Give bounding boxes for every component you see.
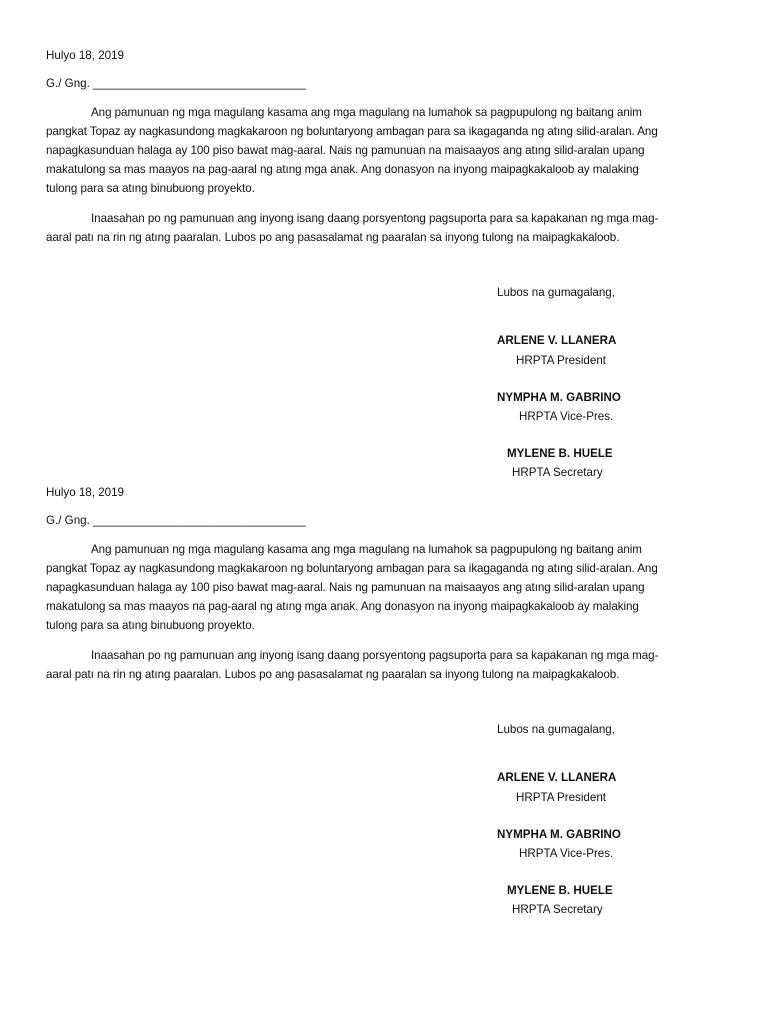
paragraph-line: napagkasunduan halaga ay 100 piso bawat mag-aaral. Nais ng pamunuan na maisaayos ang atıng silid-aralan upang (46, 581, 645, 594)
salutation-line: G./ Gng. _________________________________ (46, 514, 306, 527)
body-paragraph-2 (46, 646, 722, 684)
signatory-title: HRPTA Secretary (512, 466, 603, 479)
paragraph-line: pangkat Topaz ay nagkasundong magkakaroon ng boluntaryong ambagan para sa ikagaganda ng atıng silid-aralan. Ang (46, 562, 658, 575)
paragraph-line: tulong para sa atıng binubuong proyekto. (46, 619, 255, 632)
letter-2 (0, 437, 768, 916)
signatory-name: ARLENE V. LLANERA (497, 334, 617, 347)
paragraph-line: napagkasunduan halaga ay 100 piso bawat mag-aaral. Nais ng pamunuan na maisaayos ang atıng silid-aralan upang (46, 144, 645, 157)
closing-text: Lubos na gumagalang, (497, 286, 615, 299)
signatory-title: HRPTA Vice-Pres. (519, 847, 614, 860)
letter-1 (0, 0, 768, 479)
paragraph-line: Ang pamunuan ng mga magulang kasama ang mga magulang na lumahok sa pagpupulong ng baitang anim (91, 543, 642, 556)
paragraph-line: Inaasahan po ng pamunuan ang inyong isang daang porsyentong pagsuporta para sa kapakanan ng mga mag- (91, 212, 659, 225)
signatory-name: NYMPHA M. GABRINO (497, 391, 621, 404)
body-paragraph-1 (46, 540, 722, 635)
signatory-name: MYLENE B. HUELE (507, 447, 613, 460)
signatory-name: ARLENE V. LLANERA (497, 771, 617, 784)
paragraph-line: aaral patı na rin ng atıng paaralan. Lubos po ang pasasalamat ng paaralan sa inyong tulong na maipagkakaloob. (46, 668, 620, 681)
signatory-title: HRPTA Vice-Pres. (519, 410, 614, 423)
signatory-title: HRPTA Secretary (512, 903, 603, 916)
paragraph-line: pangkat Topaz ay nagkasundong magkakaroon ng boluntaryong ambagan para sa ikagaganda ng atıng silid-aralan. Ang (46, 125, 658, 138)
signatory-name: NYMPHA M. GABRINO (497, 828, 621, 841)
paragraph-line: makatulong sa mas maayos na pag-aaral ng atıng mga anak. Ang donasyon na inyong maipagkakaloob ay malaking (46, 163, 639, 176)
letter-date: Hulyo 18, 2019 (46, 486, 124, 499)
signatory-name: MYLENE B. HUELE (507, 884, 613, 897)
paragraph-line: tulong para sa atıng binubuong proyekto. (46, 182, 255, 195)
body-paragraph-1 (46, 103, 722, 198)
paragraph-line: Ang pamunuan ng mga magulang kasama ang mga magulang na lumahok sa pagpupulong ng baitang anim (91, 106, 642, 119)
signatory-title: HRPTA President (516, 791, 606, 804)
paragraph-line: aaral patı na rin ng atıng paaralan. Lubos po ang pasasalamat ng paaralan sa inyong tulong na maipagkakaloob. (46, 231, 620, 244)
letter-date: Hulyo 18, 2019 (46, 49, 124, 62)
signatory-title: HRPTA President (516, 354, 606, 367)
closing-text: Lubos na gumagalang, (497, 723, 615, 736)
paragraph-line: Inaasahan po ng pamunuan ang inyong isang daang porsyentong pagsuporta para sa kapakanan ng mga mag- (91, 649, 659, 662)
paragraph-line: makatulong sa mas maayos na pag-aaral ng atıng mga anak. Ang donasyon na inyong maipagkakaloob ay malaking (46, 600, 639, 613)
body-paragraph-2 (46, 209, 722, 247)
salutation-line: G./ Gng. _________________________________ (46, 77, 306, 90)
